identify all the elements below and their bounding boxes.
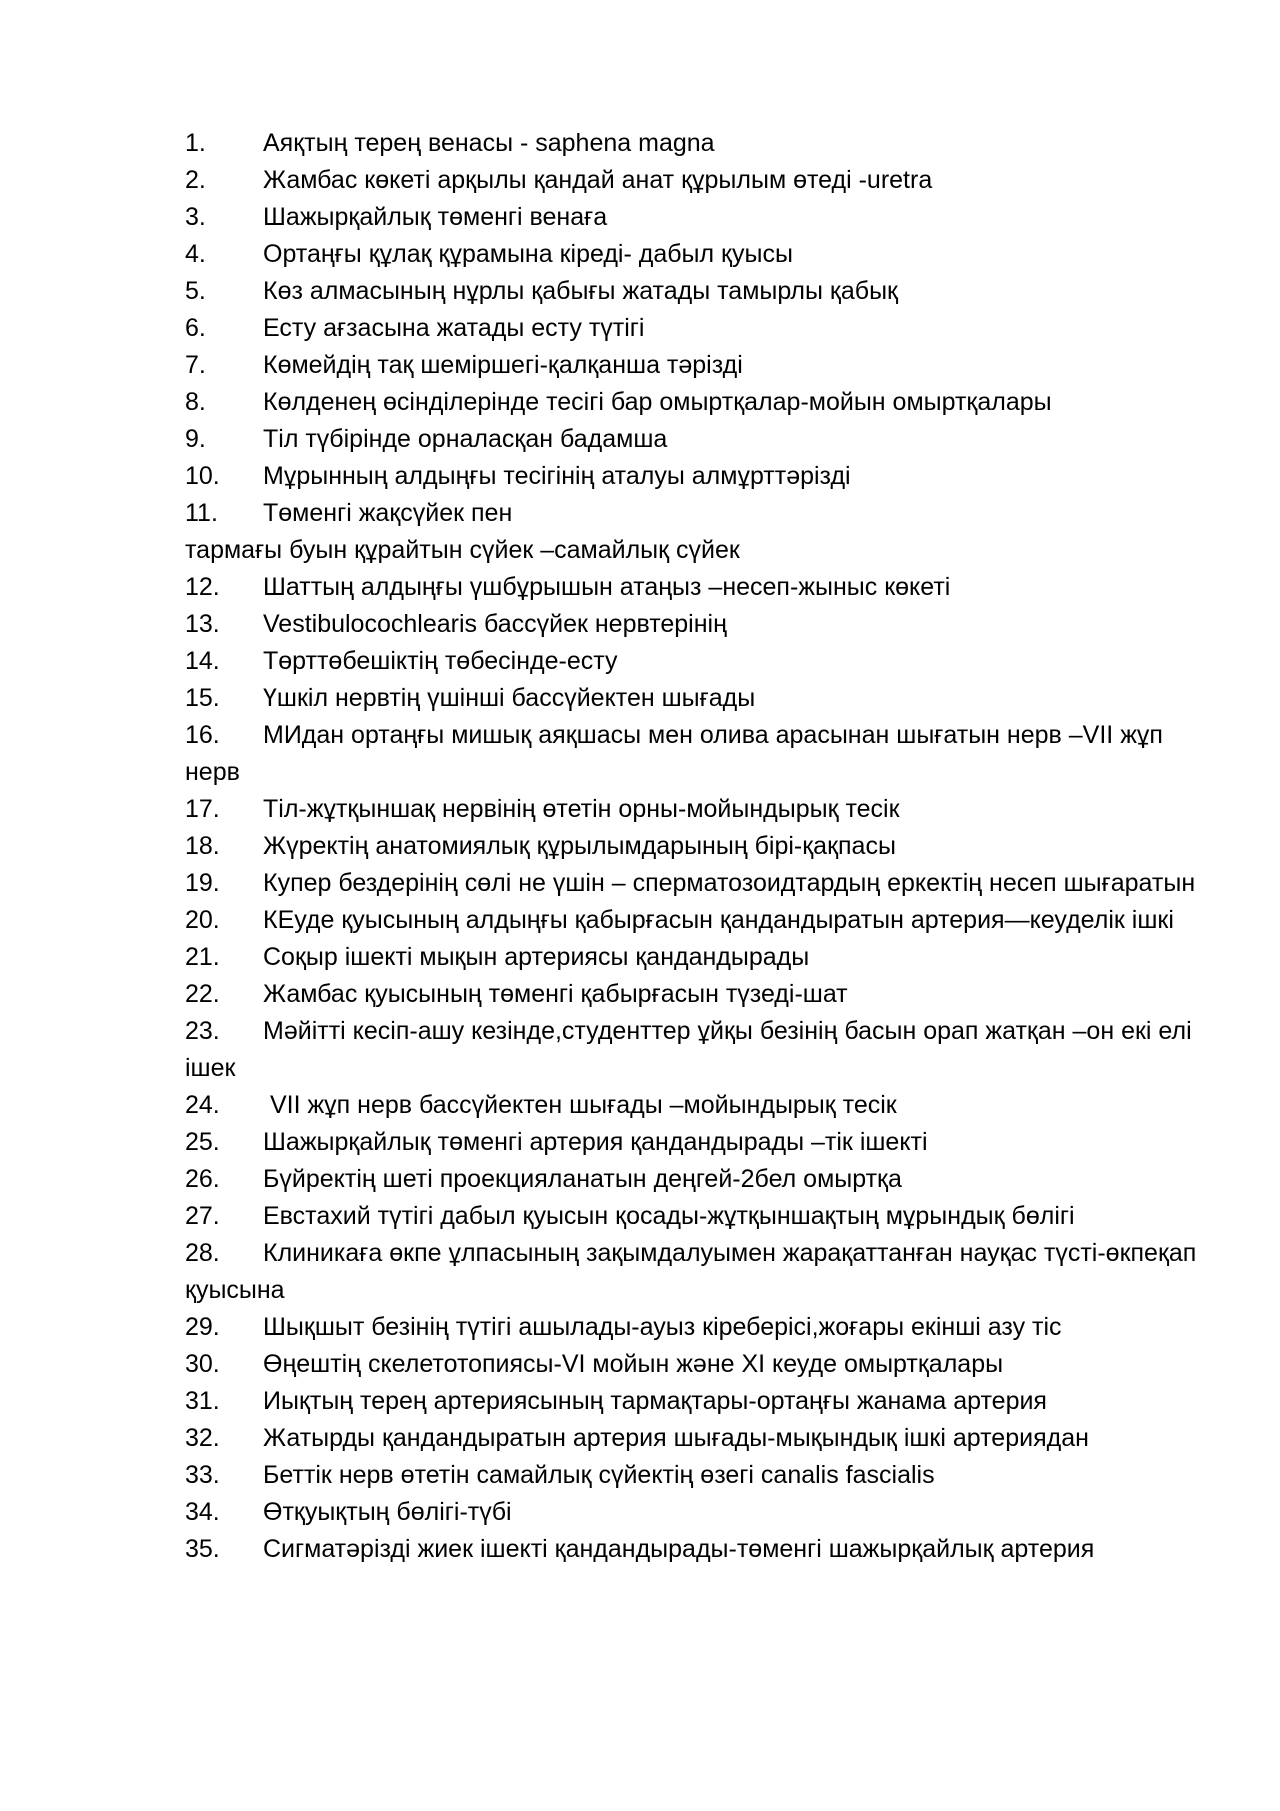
item-number: 16. (185, 721, 220, 749)
list-item (185, 976, 1205, 1013)
list-item (185, 1346, 1205, 1383)
item-text: Бүйректің шеті проекцияланатын деңгей-2бел омыртқа (263, 1165, 902, 1193)
list-item (185, 273, 1205, 310)
list-item (185, 1494, 1205, 1531)
list-item (185, 1161, 1205, 1198)
item-number: 23. (185, 1017, 220, 1045)
item-text: Аяқтың терең венасы - saphena magna (263, 129, 715, 157)
item-number: 15. (185, 684, 220, 712)
item-text: Үшкіл нервтің үшінші бассүйектен шығады (263, 684, 756, 712)
list-item (185, 791, 1205, 828)
list-item (185, 125, 1205, 162)
list-item (185, 421, 1205, 458)
item-number: 19. (185, 869, 220, 897)
item-text: Беттік нерв өтетін самайлық сүйектің өзегі canalis fascialis (263, 1461, 935, 1489)
item-number: 33. (185, 1461, 220, 1489)
item-text: Vestibulocochlearis бассүйек нервтерінің (263, 610, 727, 638)
list-item (185, 1457, 1205, 1494)
item-number: 4. (185, 240, 206, 268)
list-item (185, 495, 1205, 532)
item-text: Шажырқайлық төменгі венаға (263, 203, 608, 231)
item-number: 35. (185, 1535, 220, 1563)
item-number: 24. (185, 1091, 220, 1119)
item-text: Жамбас қуысының төменгі қабырғасын түзеді-шат (263, 980, 848, 1008)
item-number: 9. (185, 425, 206, 453)
list-item (185, 865, 1205, 902)
item-number: 27. (185, 1202, 220, 1230)
item-number: 32. (185, 1424, 220, 1452)
item-number: 34. (185, 1498, 220, 1526)
item-text: Иықтың терең артериясының тармақтары-ортаңғы жанама артерия (263, 1387, 1047, 1415)
item-number: 11. (185, 499, 218, 527)
list-item (185, 1013, 1205, 1087)
list-item (185, 643, 1205, 680)
item-text: Жамбас көкеті арқылы қандай анат құрылым өтеді -uretra (263, 166, 933, 194)
item-number: 18. (185, 832, 220, 860)
list-item (185, 199, 1205, 236)
item-text: КЕуде қуысының алдыңғы қабырғасын қандандыратын артерия—кеуделік ішкі (263, 906, 1174, 934)
list-item (185, 384, 1205, 421)
item-text: Жүректің анатомиялық құрылымдарының бірі-қақпасы (263, 832, 896, 860)
item-text: Көлденең өсінділерінде тесігі бар омыртқалар-мойын омыртқалары (263, 388, 1052, 416)
item-number: 29. (185, 1313, 220, 1341)
item-number: 2. (185, 166, 206, 194)
item-number: 5. (185, 277, 206, 305)
item-text: Шажырқайлық төменгі артерия қандандырады –тік ішекті (263, 1128, 928, 1156)
item-text: Мәйітті кесіп-ашу кезінде,студенттер ұйқы безінің басын орап жатқан –он екі елі ішек (185, 1017, 1192, 1082)
item-text: МИдан ортаңғы мишық аяқшасы мен олива арасынан шығатын нерв –VІІ жұп нерв (185, 721, 1163, 786)
list-item (185, 828, 1205, 865)
list-item (185, 680, 1205, 717)
item-text: Тіл-жұтқыншақ нервінің өтетін орны-мойындырық тесік (263, 795, 900, 823)
list-item (185, 606, 1205, 643)
item-number: 13. (185, 610, 220, 638)
item-number: 22. (185, 980, 220, 1008)
list-item (185, 939, 1205, 976)
item-text: Есту ағзасына жатады есту түтігі (263, 314, 645, 342)
item-number: 26. (185, 1165, 220, 1193)
item-text: Клиникаға өкпе ұлпасының зақымдалуымен жарақаттанған науқас түсті-өкпеқап қуысына (185, 1239, 1197, 1304)
list-item (185, 1087, 1205, 1124)
list-item (185, 1420, 1205, 1457)
list-item (185, 162, 1205, 199)
list-item (185, 236, 1205, 273)
list-item (185, 458, 1205, 495)
numbered-list (185, 125, 1205, 1568)
item-text: Көмейдің тақ шеміршегі-қалқанша тәрізді (263, 351, 743, 379)
list-item (185, 310, 1205, 347)
item-number: 8. (185, 388, 206, 416)
item-text: Соқыр ішекті мықын артериясы қандандырады (263, 943, 810, 971)
item-number: 6. (185, 314, 206, 342)
item-number: 21. (185, 943, 220, 971)
item-text: Купер бездерінің сөлі не үшін – сперматозоидтардың еркектің несеп шығаратын (263, 869, 1196, 897)
item-number: 31. (185, 1387, 220, 1415)
item-text: Көз алмасының нұрлы қабығы жатады тамырлы қабық (263, 277, 898, 305)
item-number: 12. (185, 573, 220, 601)
list-item (185, 347, 1205, 384)
item-text: Шықшыт безінің түтігі ашылады-ауыз кіреберісі,жоғары екінші азу тіс (263, 1313, 1062, 1341)
list-item (185, 902, 1205, 939)
item-number: 17. (185, 795, 220, 823)
list-item (185, 1124, 1205, 1161)
item-text: Жатырды қандандыратын артерия шығады-мықындық ішкі артериядан (263, 1424, 1089, 1452)
list-item (185, 1383, 1205, 1420)
item-text: Сигматәрізді жиек ішекті қандандырады-төменгі шажырқайлық артерия (263, 1535, 1095, 1563)
list-item (185, 717, 1205, 791)
item-text: Мұрынның алдыңғы тесігінің аталуы алмұрттәрізді (263, 462, 851, 490)
item-text: Өңештің скелетотопиясы-VІ мойын және XІ кеуде омыртқалары (263, 1350, 1004, 1378)
item-number: 7. (185, 351, 206, 379)
list-item (185, 1309, 1205, 1346)
list-item (185, 569, 1205, 606)
list-item (185, 1235, 1205, 1309)
item-number: 3. (185, 203, 206, 231)
item-text: VІІ жұп нерв бассүйектен шығады –мойындырық тесік (263, 1091, 897, 1119)
item-number: 25. (185, 1128, 220, 1156)
item-text: Шаттың алдыңғы үшбұрышын атаңыз –несеп-жыныс көкеті (263, 573, 951, 601)
item-number: 30. (185, 1350, 220, 1378)
list-item-continuation: тармағы буын құрайтын сүйек –самайлық сүйек (185, 536, 740, 564)
item-text: Өтқуықтың бөлігі-түбі (263, 1498, 512, 1526)
item-number: 14. (185, 647, 220, 675)
item-number: 28. (185, 1239, 220, 1267)
item-number: 1. (185, 129, 206, 157)
item-text: Төменгі жақсүйек пен (263, 499, 513, 527)
item-number: 20. (185, 906, 220, 934)
item-text: Төрттөбешіктің төбесінде-есту (263, 647, 618, 675)
item-text: Ортаңғы құлақ құрамына кіреді- дабыл қуысы (263, 240, 793, 268)
list-item (185, 1198, 1205, 1235)
item-text: Евстахий түтігі дабыл қуысын қосады-жұтқыншақтың мұрындық бөлігі (263, 1202, 1075, 1230)
list-item (185, 1531, 1205, 1568)
item-number: 10. (185, 462, 220, 490)
item-text: Тіл түбірінде орналасқан бадамша (263, 425, 668, 453)
